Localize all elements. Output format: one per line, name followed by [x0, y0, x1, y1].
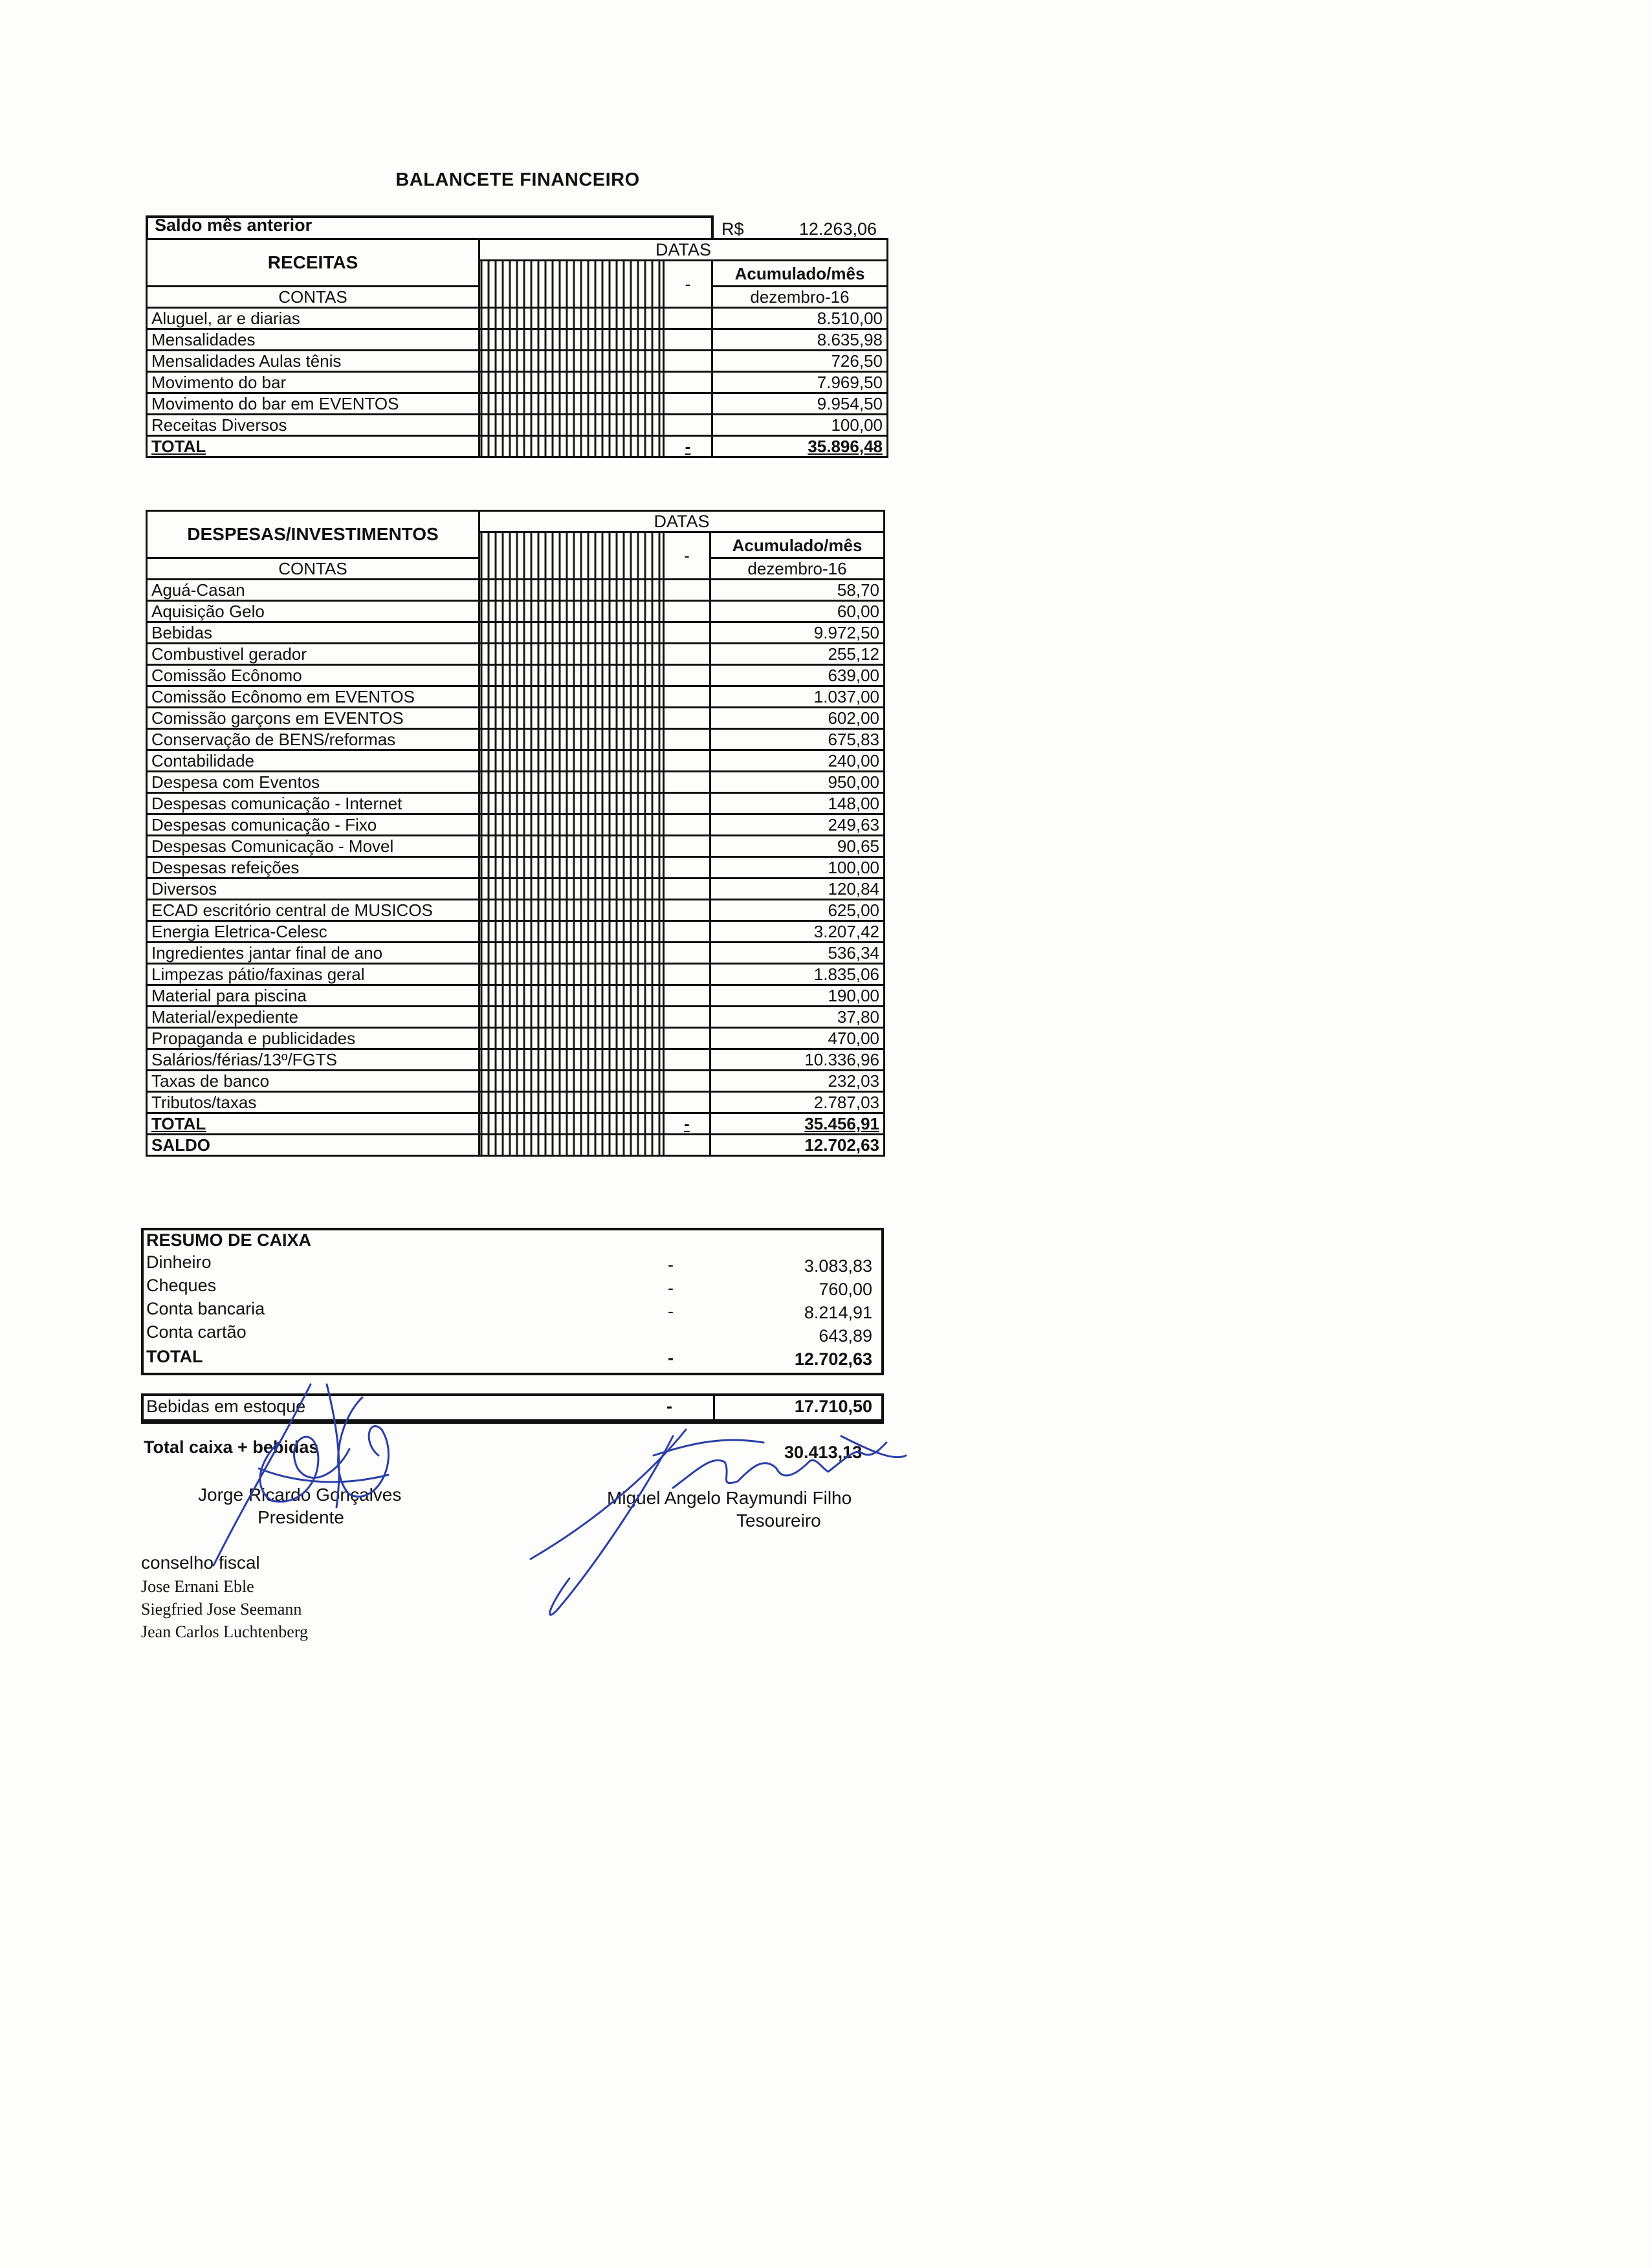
resumo-row-value: 760,00	[819, 1280, 872, 1299]
account-value: 255,12	[710, 644, 885, 665]
resumo-row-dash: -	[668, 1302, 674, 1321]
account-label: ECAD escritório central de MUSICOS	[147, 900, 479, 921]
total-dash: -	[664, 1113, 710, 1135]
account-value: 60,00	[710, 601, 885, 622]
account-label: Material/expediente	[147, 1007, 479, 1028]
total-label: TOTAL	[147, 436, 479, 457]
dash-cell: -	[664, 532, 710, 580]
account-value: 58,70	[710, 580, 885, 601]
account-label: Ingredientes jantar final de ano	[147, 943, 479, 964]
resumo-row-value: 3.083,83	[804, 1256, 872, 1276]
saldo-anterior-label: Saldo mês anterior	[155, 215, 313, 235]
account-label: Receitas Diversos	[147, 415, 479, 436]
account-label: Movimento do bar	[147, 372, 479, 393]
total-caixa-value: 30.413,13	[784, 1443, 863, 1462]
account-label: Mensalidades Aulas tênis	[147, 351, 479, 372]
resumo-header: RESUMO DE CAIXA	[146, 1230, 312, 1250]
saldo-value: 12.702,63	[710, 1135, 885, 1156]
total-caixa-label: Total caixa + bebidas	[144, 1437, 319, 1457]
resumo-total-dash: -	[668, 1348, 674, 1368]
resumo-row-value: 8.214,91	[804, 1303, 872, 1322]
account-label: Mensalidades	[147, 329, 479, 351]
resumo-row-value: 643,89	[819, 1326, 872, 1346]
account-label: Despesas comunicação - Fixo	[147, 814, 479, 836]
datas-header: DATAS	[479, 239, 888, 261]
president-signature	[214, 1384, 388, 1565]
currency-label: R$	[721, 219, 744, 239]
account-value: 10.336,96	[710, 1049, 885, 1071]
account-value: 7.969,50	[712, 372, 888, 393]
treasurer-name: Miguel Angelo Raymundi Filho	[607, 1488, 852, 1508]
saldo-anterior-value: 12.263,06	[798, 219, 877, 239]
estoque-value: 17.710,50	[794, 1397, 872, 1416]
account-value: 602,00	[710, 708, 885, 729]
account-value: 90,65	[710, 836, 885, 857]
account-value: 625,00	[710, 900, 885, 921]
account-label: Movimento do bar em EVENTOS	[147, 393, 479, 415]
account-label: Contabilidade	[147, 750, 479, 772]
account-label: Combustivel gerador	[147, 644, 479, 665]
account-label: Comissão Ecônomo em EVENTOS	[147, 686, 479, 708]
conselho-member: Jean Carlos Luchtenberg	[141, 1622, 308, 1641]
account-value: 536,34	[710, 943, 885, 964]
despesas-header: DESPESAS/INVESTIMENTOS	[147, 511, 479, 558]
account-value: 190,00	[710, 985, 885, 1007]
account-label: Taxas de banco	[147, 1071, 479, 1092]
resumo-total-label: TOTAL	[146, 1347, 203, 1366]
account-value: 3.207,42	[710, 921, 885, 943]
estoque-label: Bebidas em estoque	[146, 1397, 306, 1416]
account-label: Aguá-Casan	[147, 580, 479, 601]
account-value: 148,00	[710, 793, 885, 814]
account-label: Comissão garçons em EVENTOS	[147, 708, 479, 729]
estoque-dash: -	[666, 1397, 672, 1416]
receitas-header: RECEITAS	[147, 239, 479, 287]
account-value: 9.972,50	[710, 622, 885, 644]
conselho-label: conselho fiscal	[141, 1553, 260, 1573]
account-value: 232,03	[710, 1071, 885, 1092]
account-value: 100,00	[710, 857, 885, 878]
treasurer-role: Tesoureiro	[736, 1510, 821, 1531]
total-label: TOTAL	[147, 1113, 479, 1135]
resumo-total-value: 12.702,63	[794, 1349, 872, 1369]
account-label: Comissão Ecônomo	[147, 665, 479, 686]
account-value: 1.835,06	[710, 964, 885, 985]
dash-cell: -	[664, 261, 712, 308]
account-value: 470,00	[710, 1028, 885, 1049]
conselho-member: Siegfried Jose Seemann	[141, 1600, 302, 1619]
total-dash: -	[664, 436, 712, 457]
treasurer-signature	[531, 1430, 906, 1615]
contas-header: CONTAS	[147, 558, 479, 580]
resumo-row-label: Conta cartão	[146, 1322, 247, 1342]
resumo-row-label: Conta bancaria	[146, 1299, 265, 1318]
account-value: 726,50	[712, 351, 888, 372]
account-value: 100,00	[712, 415, 888, 436]
account-label: Despesas comunicação - Internet	[147, 793, 479, 814]
account-label: Propaganda e publicidades	[147, 1028, 479, 1049]
total-value: 35.456,91	[710, 1113, 885, 1135]
account-value: 639,00	[710, 665, 885, 686]
account-label: Energia Eletrica-Celesc	[147, 921, 479, 943]
account-value: 120,84	[710, 878, 885, 900]
account-label: Aluguel, ar e diarias	[147, 308, 479, 329]
month-label: dezembro-16	[710, 558, 885, 580]
resumo-row-label: Cheques	[146, 1276, 217, 1295]
conselho-member: Jose Ernani Eble	[141, 1577, 254, 1596]
account-label: Limpezas pátio/faxinas geral	[147, 964, 479, 985]
account-value: 2.787,03	[710, 1092, 885, 1113]
resumo-row-dash: -	[668, 1255, 674, 1274]
account-label: Diversos	[147, 878, 479, 900]
president-role: Presidente	[258, 1507, 344, 1527]
resumo-row-dash: -	[668, 1278, 674, 1298]
month-label: dezembro-16	[712, 287, 888, 308]
account-label: Despesas refeições	[147, 857, 479, 878]
account-label: Material para piscina	[147, 985, 479, 1007]
datas-header: DATAS	[479, 511, 885, 532]
acumulado-header: Acumulado/mês	[712, 261, 888, 287]
account-value: 950,00	[710, 772, 885, 793]
account-value: 249,63	[710, 814, 885, 836]
account-label: Bebidas	[147, 622, 479, 644]
account-label: Aquisição Gelo	[147, 601, 479, 622]
account-label: Despesas Comunicação - Movel	[147, 836, 479, 857]
account-value: 37,80	[710, 1007, 885, 1028]
resumo-row-label: Dinheiro	[146, 1252, 212, 1272]
account-label: Salários/férias/13º/FGTS	[147, 1049, 479, 1071]
account-value: 8.635,98	[712, 329, 888, 351]
account-value: 8.510,00	[712, 308, 888, 329]
account-value: 675,83	[710, 729, 885, 750]
account-value: 9.954,50	[712, 393, 888, 415]
president-name: Jorge Ricardo Gonçalves	[198, 1485, 402, 1505]
account-label: Conservação de BENS/reformas	[147, 729, 479, 750]
account-value: 240,00	[710, 750, 885, 772]
contas-header: CONTAS	[147, 287, 479, 308]
saldo-label: SALDO	[147, 1135, 479, 1156]
document-title: BALANCETE FINANCEIRO	[395, 169, 640, 190]
account-value: 1.037,00	[710, 686, 885, 708]
account-label: Tributos/taxas	[147, 1092, 479, 1113]
account-label: Despesa com Eventos	[147, 772, 479, 793]
total-value: 35.896,48	[712, 436, 888, 457]
acumulado-header: Acumulado/mês	[710, 532, 885, 558]
